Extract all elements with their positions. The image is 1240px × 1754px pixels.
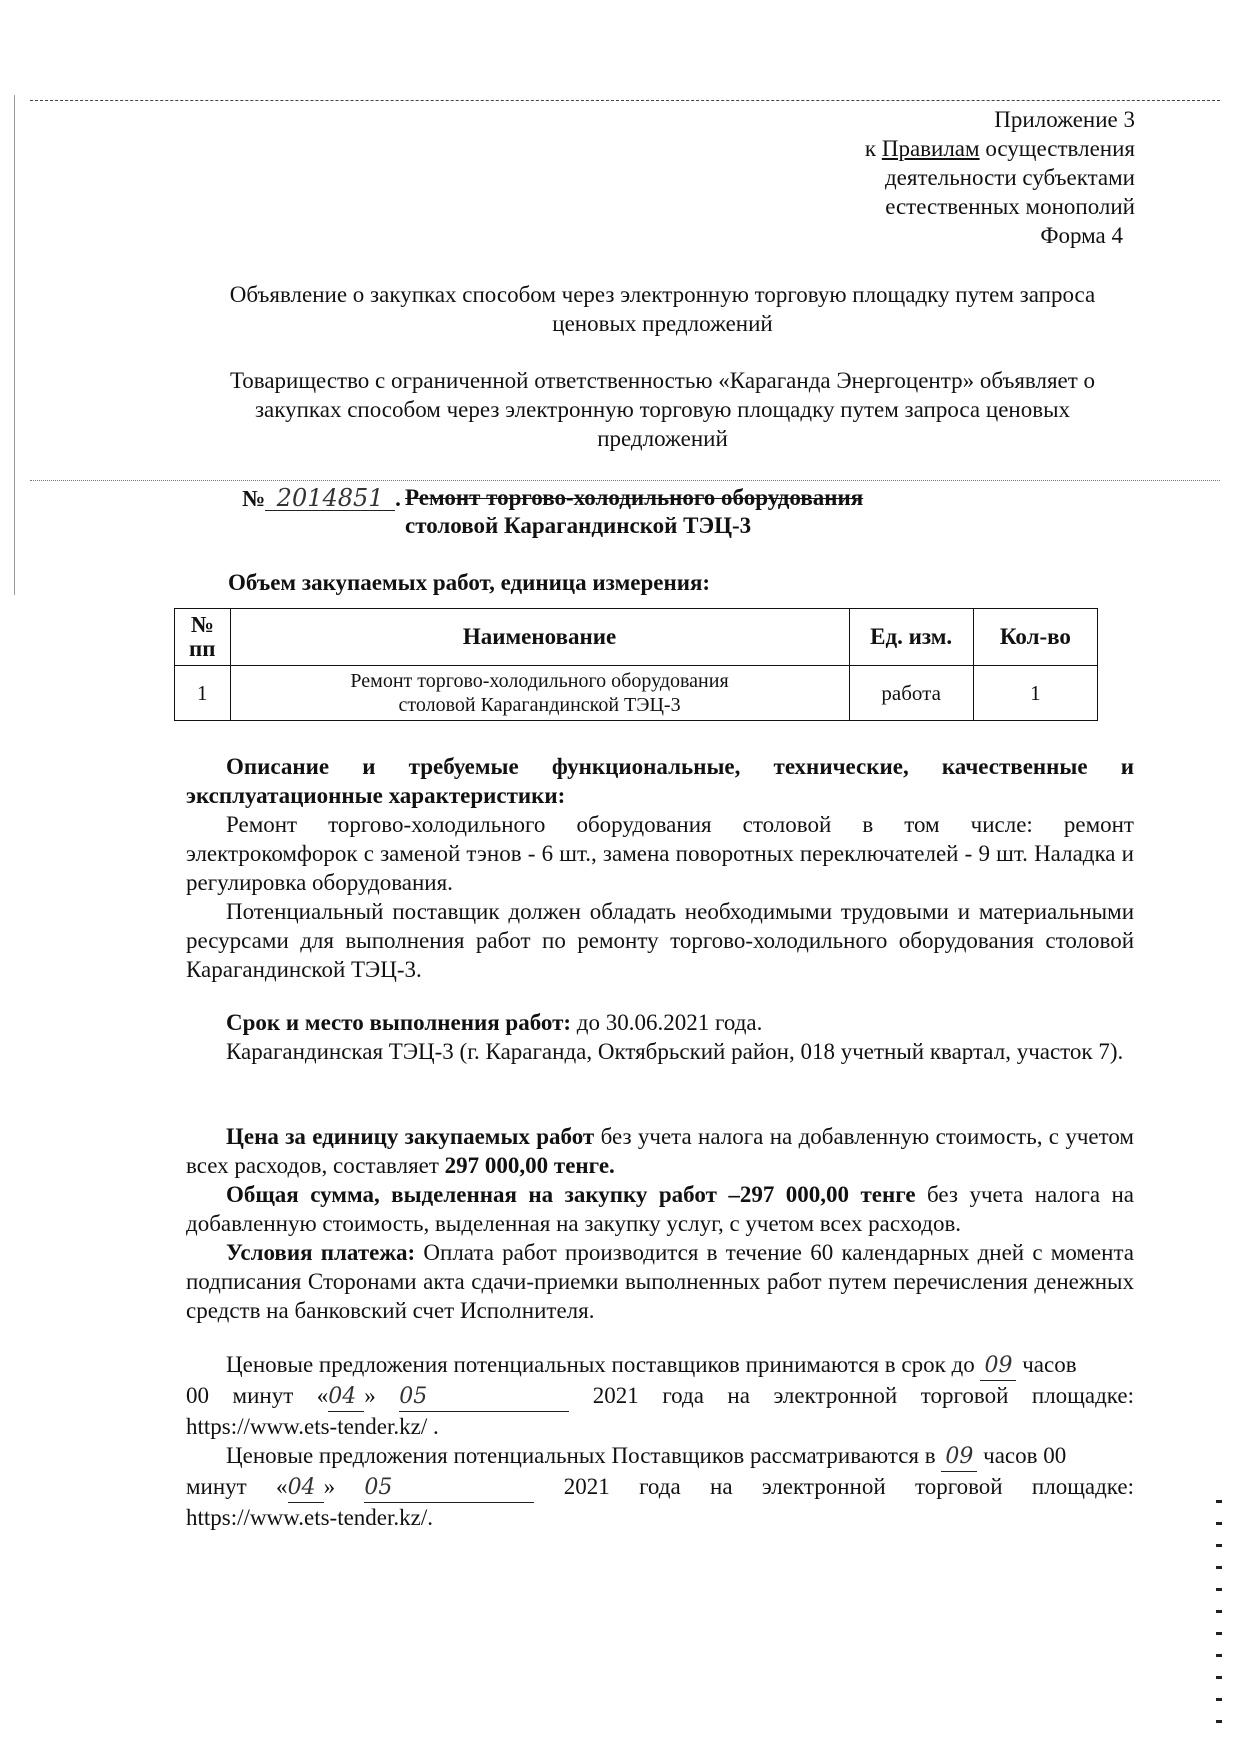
scan-fold-line-top: [30, 100, 1220, 101]
description-paragraph-1: Ремонт торгово-холодильного оборудования столовой в том числе: ремонт электрокомфорок с заменой тэнов - 6 шт., замена поворотных переключателей - 9 шт. Наладка и регулировка оборудования.: [186, 812, 1134, 895]
unit-price-text: без учета налога на добавленную стоимость, с учетом всех расходов, составляет: [186, 1124, 1134, 1178]
handwritten-accept-day: 04: [328, 1382, 364, 1412]
intro-line-1: Товарищество с ограниченной ответственностью «Караганда Энергоцентр» объявляет о: [229, 368, 1096, 393]
number-sign: №: [242, 486, 266, 511]
unit-price: [186, 1122, 1134, 1180]
appendix-line-2: [865, 134, 1135, 163]
scope-table: [174, 608, 1098, 721]
term-section: [186, 1008, 1134, 1066]
payment-terms: [186, 1238, 1134, 1325]
form-number: Форма 4: [1040, 223, 1123, 248]
review-line-1: [186, 1441, 1134, 1472]
rules-link[interactable]: Правилам: [881, 136, 980, 161]
lot-title-line-1: Ремонт торгово-холодильного оборудования: [405, 485, 864, 510]
intro-line-2: закупках способом через электронную торговую площадку путем запроса ценовых: [254, 397, 1071, 422]
lot-title: [405, 484, 863, 540]
unit-price-value: 297 000,00 тенге.: [444, 1153, 615, 1178]
scan-right-ticks: [1216, 1500, 1222, 1730]
price-section: [186, 1122, 1134, 1325]
total-amount-text: без учета налога на добавленную стоимость, выделенная на закупку услуг, с учетом всех расходов.: [186, 1182, 1135, 1236]
accept-line-2: [186, 1381, 1134, 1412]
announcement-intro: [190, 366, 1135, 453]
review-text-5: 2021 года на электронной торговой площадке:: [534, 1474, 1135, 1499]
appendix-line-3: деятельности субъектами: [884, 165, 1135, 190]
scope-label: Объем закупаемых работ, единица измерения:: [228, 570, 711, 595]
table-header-row: [175, 609, 1098, 666]
total-amount-value: –297 000,00 тенге: [716, 1182, 916, 1207]
cell-name-line-2: столовой Карагандинской ТЭЦ-3: [398, 694, 681, 716]
heading-line-1: Объявление о закупках способом через электронную торговую площадку путем запроса: [229, 282, 1096, 307]
lot-number: [242, 484, 401, 513]
accept-text-5: 2021 года на электронной торговой площадке:: [569, 1383, 1134, 1408]
term-value: до 30.06.2021 года.: [571, 1010, 763, 1035]
accept-line-1: [186, 1350, 1134, 1381]
review-text-4: »: [323, 1474, 365, 1499]
cell-name-line-1: Ремонт торгово-холодильного оборудования: [350, 670, 729, 692]
appendix-line-2-suffix: осуществления: [979, 136, 1135, 161]
cell-qty: 1: [973, 666, 1097, 721]
handwritten-accept-month: 05: [399, 1382, 569, 1412]
appendix-line-1: Приложение 3: [994, 107, 1135, 132]
review-text-2: часов 00: [977, 1443, 1067, 1468]
appendix-line-4: естественных монополий: [885, 194, 1135, 219]
scan-fold-line-middle: [30, 480, 1220, 481]
cell-num: 1: [175, 666, 231, 721]
description-heading: Описание и требуемые функциональные, технические, качественные и эксплуатационные характеристики:: [186, 754, 1134, 808]
review-url[interactable]: https://www.ets-tender.kz/.: [186, 1505, 433, 1530]
heading-line-2: ценовых предложений: [552, 311, 773, 336]
total-amount: [186, 1180, 1134, 1238]
description-section: [186, 752, 1134, 984]
handwritten-review-hour: 09: [941, 1442, 977, 1472]
description-paragraph-2: Потенциальный поставщик должен обладать необходимыми трудовыми и материальными ресурсами для выполнения работ по ремонту торгово-холодильного оборудования столовой Карагандинской ТЭЦ-3.: [186, 899, 1134, 982]
appendix-line-2-prefix: к: [864, 136, 882, 161]
accept-text-1: Ценовые предложения потенциальных поставщиков принимаются в срок до: [226, 1352, 981, 1377]
intro-line-3: предложений: [597, 426, 728, 451]
cell-name: [230, 666, 849, 721]
scan-left-edge: [14, 95, 15, 595]
payment-terms-label: Условия платежа:: [226, 1240, 416, 1265]
accept-text-2: часов: [1016, 1352, 1077, 1377]
handwritten-review-day: 04: [288, 1473, 324, 1503]
review-text-3: минут «: [186, 1474, 288, 1499]
header-num: [175, 609, 231, 666]
header-unit: Ед. изм.: [849, 609, 973, 666]
handwritten-accept-hour: 09: [980, 1351, 1016, 1381]
accept-text-3: 00 минут «: [186, 1383, 329, 1408]
handwritten-lot-number: 2014851: [265, 486, 395, 511]
payment-terms-text: Оплата работ производится в течение 60 календарных дней с момента подписания Сторонами акта сдачи-приемки выполненных работ путем перечисления денежных средств на банковский счет Исполнителя.: [186, 1240, 1134, 1323]
review-line-2: [186, 1472, 1134, 1503]
appendix-block: [865, 105, 1135, 250]
deadline-section: [186, 1350, 1134, 1532]
header-num-line-2: пп: [189, 636, 216, 661]
review-text-1: Ценовые предложения потенциальных Поставщиков рассматриваются в: [226, 1443, 942, 1468]
header-num-line-1: №: [190, 612, 214, 637]
cell-unit: работа: [849, 666, 973, 721]
accept-url[interactable]: https://www.ets-tender.kz/ .: [186, 1414, 439, 1439]
accept-text-4: »: [364, 1383, 400, 1408]
handwritten-review-month: 05: [364, 1473, 534, 1503]
unit-price-label: Цена за единицу закупаемых работ: [226, 1124, 595, 1149]
term-label: Срок и место выполнения работ:: [226, 1010, 572, 1035]
announcement-heading: [190, 280, 1135, 338]
lot-separator: .: [395, 486, 401, 511]
lot-title-line-2: столовой Карагандинской ТЭЦ-3: [405, 513, 752, 538]
term-line: [186, 1008, 1134, 1037]
table-row: [175, 666, 1098, 721]
header-qty: Кол-во: [973, 609, 1097, 666]
header-name: Наименование: [230, 609, 849, 666]
total-amount-label: Общая сумма, выделенная на закупку работ: [226, 1182, 717, 1207]
term-place: Карагандинская ТЭЦ-3 (г. Караганда, Октябрьский район, 018 учетный квартал, участок 7).: [226, 1039, 1124, 1064]
